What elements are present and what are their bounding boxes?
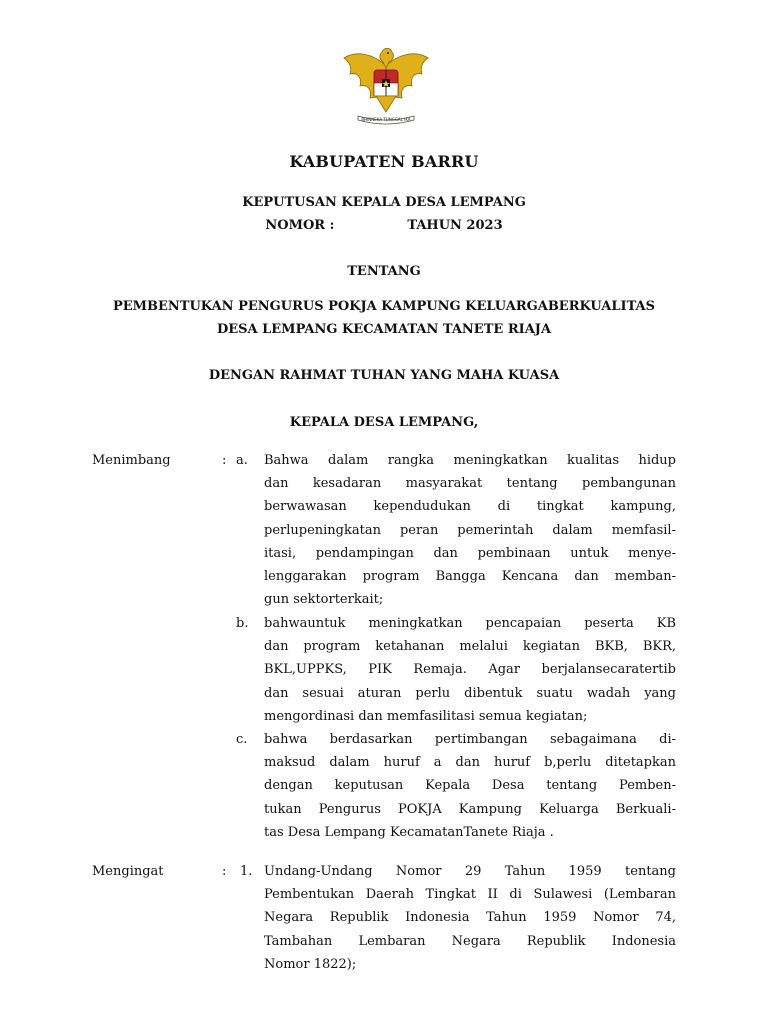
decree-number-line xyxy=(0,218,768,233)
text-line: mengordinasi dan memfasilitasi semua kegiatan; xyxy=(264,708,588,724)
menimbang-colon: : xyxy=(222,453,227,468)
text-line: tas Desa Lempang KecamatanTanete Riaja . xyxy=(264,824,554,840)
text-line: maksud dalam huruf a dan huruf b,perlu ditetapkan xyxy=(264,755,676,771)
item-marker: 1. xyxy=(240,864,253,879)
mengingat-item-1 xyxy=(264,860,676,976)
text-line: bahwauntuk meningkatkan pencapaian peserta KB xyxy=(264,616,676,631)
decree-title: KEPUTUSAN KEPALA DESA LEMPANG xyxy=(242,195,526,210)
text-line: Bahwa dalam rangka meningkatkan kualitas hidup xyxy=(264,453,676,468)
subject-line-1: PEMBENTUKAN PENGURUS POKJA KAMPUNG KELUARGABERKUALITAS xyxy=(112,299,656,314)
text-line: Negara Republik Indonesia Tahun 1959 Nomor 74, xyxy=(264,910,676,926)
text-line: Pembentukan Daerah Tingkat II di Sulawesi (Lembaran xyxy=(264,887,676,903)
text-line: itasi, pendampingan dan pembinaan untuk menye- xyxy=(264,545,676,561)
tahun-label: TAHUN 2023 xyxy=(407,218,503,233)
text-line: lenggarakan program Bangga Kencana dan memban- xyxy=(264,569,676,585)
text-line: dengan keputusan Kepala Desa tentang Pemben- xyxy=(264,778,676,794)
mengingat-colon: : xyxy=(222,864,227,879)
text-line: gun sektorterkait; xyxy=(264,592,384,608)
garuda-emblem-icon xyxy=(340,46,432,128)
item-marker: c. xyxy=(236,732,248,747)
text-line: Undang-Undang Nomor 29 Tahun 1959 tentang xyxy=(264,864,676,879)
text-line: dan kesadaran masyarakat tentang pembangunan xyxy=(264,476,676,492)
text-line: BKL,UPPKS, PIK Remaja. Agar berjalansecaratertib xyxy=(264,662,676,678)
rahmat-heading: DENGAN RAHMAT TUHAN YANG MAHA KUASA xyxy=(208,368,560,383)
text-line: Tambahan Lembaran Negara Republik Indonesia xyxy=(264,933,676,949)
menimbang-item-b xyxy=(264,612,676,728)
kepala-heading: KEPALA DESA LEMPANG, xyxy=(289,415,479,430)
page-title: KABUPATEN BARRU xyxy=(289,152,479,171)
subject-line-2: DESA LEMPANG KECAMATAN TANETE RIAJA xyxy=(216,322,552,337)
item-marker: a. xyxy=(236,453,248,468)
emblem-motto: BHINNEKA TUNGGAL IKA xyxy=(361,117,411,122)
menimbang-item-a xyxy=(264,449,676,611)
text-line: berwawasan kependudukan di tingkat kampung, xyxy=(264,499,676,515)
text-line: bahwa berdasarkan pertimbangan sebagaimana di- xyxy=(264,732,676,747)
menimbang-item-c xyxy=(264,728,676,844)
text-line: dan program ketahanan melalui kegiatan BKB, BKR, xyxy=(264,639,676,655)
nomor-label: NOMOR : xyxy=(265,218,335,233)
text-line: perlupeningkatan peran pemerintah dalam memfasil- xyxy=(264,522,676,538)
text-line: Nomor 1822); xyxy=(264,956,357,972)
menimbang-label: Menimbang xyxy=(92,453,171,468)
text-line: tukan Pengurus POKJA Kampung Keluarga Berkuali- xyxy=(264,801,676,817)
item-marker: b. xyxy=(236,616,249,631)
mengingat-label: Mengingat xyxy=(92,864,164,879)
text-line: dan sesuai aturan perlu dibentuk suatu wadah yang xyxy=(264,685,676,701)
tentang-heading: TENTANG xyxy=(347,264,421,279)
